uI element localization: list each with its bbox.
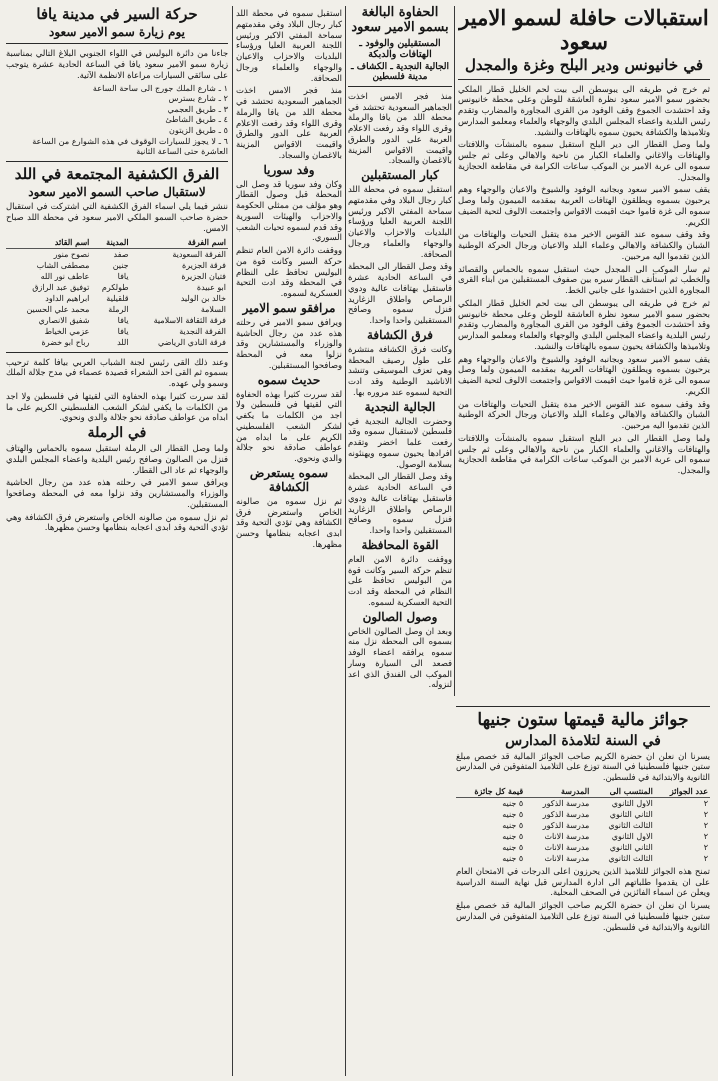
table-header-cell: المدرسة bbox=[525, 785, 591, 798]
article-paragraph: وكانت فرق الكشافة منتشرة على طول رصيف المحطة وهي تعزف الموسيقى وتنشد الاناشيد الوطنية وقد ادت التحية لسموه عند مروره بها. bbox=[348, 343, 452, 397]
article-paragraph: وقد وصل القطار الى المحطة في الساعة الحادية عشرة فاستقبل بهتافات عالية ودوي الرصاص واطلاق الزغاريد فنزل سموه وصافح المستقبلين واحدا واحدا. bbox=[348, 261, 452, 326]
table-cell: الثالث الثانوي bbox=[608, 820, 653, 830]
table-cell: الثالث الثانوي bbox=[608, 853, 653, 863]
table-row bbox=[6, 248, 228, 260]
table-row bbox=[456, 842, 710, 853]
street-list bbox=[6, 83, 228, 158]
article-paragraph: ووقفت دائرة الامن العام تنظم حركة السير وكانت قوة من البوليس تحافظ على النظام في المحطة وقد ادت التحية العسكرية لسموه. bbox=[348, 553, 452, 607]
article-paragraph: ننشر فيما يلي اسماء الفرق الكشفية التي اشتركت في استقبال حضرة صاحب السمو الملكي الامير سعود في محطة اللد صباح الامس. bbox=[6, 201, 228, 233]
table-cell: ٢ bbox=[703, 820, 708, 830]
article-paragraph: منذ فجر الامس اخذت الجماهير السعودية تحتشد في محطة اللد من يافا والرملة وقرى اللواء وقد رفعت الاعلام العربية على الدور والطرق واقيمت الاقواس المزينة بالاغصان والسجاد. bbox=[348, 90, 452, 166]
table-row bbox=[456, 853, 710, 864]
article-paragraph: ثم نزل سموه من صالونه الخاص واستعرض فرق الكشافة وهي تؤدي التحية وقد ابدى اعجابه بنظامها وحسن مظهرها. bbox=[6, 511, 228, 533]
article-paragraph: ويرافق سمو الامير في رحلته هذه عدد من رجال الحاشية والوزراء والمستشارين وقد نزلوا معه في المحطة وصافحوا المستقبلين. bbox=[6, 477, 228, 509]
subhead-najdi-community: الجالية النجدية ـ الكشاف ـ مدينة فلسطين bbox=[350, 61, 450, 82]
scout-troops-table bbox=[6, 236, 228, 348]
table-header-cell: المدينة bbox=[91, 236, 130, 249]
table-cell: ٥ جنيه bbox=[502, 842, 524, 852]
subhead-traffic-jaffa: يوم زيارة سمو الامير سعود bbox=[49, 25, 185, 40]
table-row bbox=[456, 809, 710, 820]
article-paragraph: ثم خرج في طريقه الى يبوسطن الى بيت لحم الخليل قطار الملكي بحضور سمو الامير سعود نظرة العاشقة للوطن وعلى محطة خانيونس وقد احتشدت الجموع وقف الوفود من القرى المجاورة والمضارب وتقدم رئيس البلدية واعضاء المجلس البلدي والوجهاء والعلماء ومعلمو المدارس وتلاميذها والكشافة يحيون سموه بالهتافات والنشيد. bbox=[458, 297, 710, 351]
divider bbox=[6, 43, 228, 44]
section-heading: في الرملة bbox=[87, 425, 147, 442]
article-paragraph: تمنح هذه الجوائز للتلاميذ الذين يحرزون اعلى الدرجات في الامتحان العام على ان يقدموا طلباتهم الى ادارة المدارس قبل نهاية السنة الدراسية ويعلن عن اسماء الفائزين في الصحف المحلية. bbox=[456, 865, 710, 898]
article-paragraph: وقد وقف سموه عند القوس الاخير مدة يتقبل التحيات والهتافات من الشبان والكشافة والاهالي وعلماء البلد والاعيان ورجال الحركة الوطنية الذين تقدموا اليه مرحبين. bbox=[458, 229, 710, 261]
article-paragraph: وعند ذلك القى رئيس لجنة الشباب العربي بيافا كلمة ترحيب بسموه ثم القى احد الشعراء قصيدة عصماء في مدح جلالة الملك وسمو ولي عهده. bbox=[6, 356, 228, 389]
table-cell: فرقة الجزيرة bbox=[182, 260, 226, 270]
article-paragraph: لقد سررت كثيرا بهذه الحفاوة التي لقيتها في فلسطين ولا اجد من الكلمات ما يكفي لشكر الشعب الفلسطيني الكريم على ما ابداه من عواطف صادقة نحو جلالة والدي ونحوي. bbox=[236, 388, 342, 463]
table-cell: ٢ bbox=[703, 842, 708, 852]
article-paragraph: ثم خرج في طريقه الى يبوسطن الى بيت لحم الخليل قطار الملكي بحضور سمو الامير سعود نظرة العاشقة للوطن وعلى محطة خانيونس وقد احتشدت الجموع وقف الوفود من القرى المجاورة والمضارب وتقدم رئيس البلدية واعضاء المجلس البلدي والوجهاء والعلماء ومعلمو المدارس وتلاميذها والكشافة يحيون سموه بالهتافات والنشيد. bbox=[458, 83, 710, 137]
table-cell: مدرسة الذكور bbox=[542, 820, 590, 830]
article-paragraph: ثم نزل سموه من صالونه الخاص واستعرض فرق الكشافة وهي تؤدي التحية وقد ابدى اعجابه بنظامها وحسن مظهرها. bbox=[236, 495, 342, 549]
divider bbox=[6, 352, 228, 353]
headline-traffic-jaffa: حركة السير في مدينة يافا bbox=[36, 5, 198, 23]
article-paragraph: يقف سمو الامير سعود وبجانبه الوفود والشيوخ والاعيان والوجهاء وهم يرحبون بسموه ويطلقون الهتافات العربية بمقدمه الميمون ولما وصل سموه الى غزة قاموا حيث اقيمت الاقواس واجتمعت الالوف لتحية الضيف الكريم. bbox=[458, 184, 710, 227]
article-paragraph: وحضرت الجالية النجدية في فلسطين لاستقبال سموه وقد رفعت علما اخضر وتقدم افرادها يحيون سموه ويهنئونه بسلامة الوصول. bbox=[348, 415, 452, 469]
subhead-welcome-receptions: في خانيونس ودير البلح وغزة والمجدل bbox=[465, 56, 703, 75]
article-paragraph: يقف سمو الامير سعود وبجانبه الوفود والشيوخ والاعيان والوجهاء وهم يرحبون بسموه ويطلقون الهتافات العربية بمقدمه الميمون ولما وصل سموه الى غزة قاموا حيث اقيمت الاقواس واجتمعت الالوف لتحية الضيف الكريم. bbox=[458, 353, 710, 396]
table-cell: ٥ جنيه bbox=[502, 820, 524, 830]
table-cell: ٢ bbox=[703, 809, 708, 819]
subhead-prizes: في السنة لتلامذة المدارس bbox=[505, 732, 661, 749]
table-cell: ابو عبيدة bbox=[196, 282, 226, 292]
table-cell: فرقة الثقافة الاسلامية bbox=[153, 315, 226, 325]
table-cell: ٢ bbox=[703, 831, 708, 841]
list-item: ٤ ـ طريق الشاطئ bbox=[165, 114, 228, 125]
table-cell: الفرقة النجدية bbox=[179, 326, 226, 336]
section-heading: فرق الكشافة bbox=[367, 327, 433, 342]
list-item: ٢ ـ شارع بسترس bbox=[168, 93, 228, 104]
table-cell: يافا bbox=[117, 271, 129, 281]
column-rule bbox=[232, 6, 233, 1076]
table-cell: الثاني الثانوي bbox=[609, 809, 653, 819]
table-cell: الاول الثانوي bbox=[611, 831, 653, 841]
prizes-article bbox=[456, 702, 710, 934]
table-cell: اللد bbox=[117, 337, 129, 347]
section-heading: وصول الصالون bbox=[362, 609, 438, 624]
column-left bbox=[6, 6, 228, 535]
table-cell: الرملة bbox=[108, 304, 129, 314]
divider bbox=[348, 86, 452, 87]
headline-welcome-receptions: استقبالات حافلة لسمو الامير سعود bbox=[459, 5, 709, 55]
table-cell: عاطف نور الله bbox=[40, 271, 90, 281]
table-cell: جنين bbox=[112, 260, 129, 270]
subhead-welcomers: المستقبلين والوفود ـ الهتافات والدبكة bbox=[359, 37, 441, 60]
table-row bbox=[6, 271, 228, 282]
article-paragraph: استقبل سموه في محطة اللد كبار رجال البلاد وفي مقدمتهم سماحة المفتي الاكبر ورئيس اللجنة العربية العليا ورؤساء البلديات والاحزاب والاعيان والوجهاء والعلماء ورجال الصحافة. bbox=[236, 8, 342, 83]
table-row bbox=[6, 293, 228, 304]
divider bbox=[456, 706, 710, 707]
article-paragraph: جاءنا من دائرة البوليس في اللواء الجنوبي البلاغ التالي بمناسبة زيارة سمو الامير سعود يافا في الساعة الحادية عشرة يتوجب على سائقي السيارات مراعاة الانظمة الآتية. bbox=[6, 48, 228, 80]
section-heading: سموه يستعرض الكشافة bbox=[249, 465, 329, 494]
table-cell: رباح ابو خضرة bbox=[41, 337, 90, 347]
table-header-row bbox=[456, 785, 710, 798]
article-paragraph: يسرنا ان نعلن ان حضرة الكريم صاحب الجوائز المالية قد خصص مبلغ ستين جنيها فلسطينيا في السنة توزع على التلاميذ المتفوقين في المدارس الثانوية والابتدائية في فلسطين. bbox=[456, 900, 710, 932]
article-paragraph: ثم سار الموكب الى المجدل حيث استقبل سموه بالحماس والقصائد والخطب ثم استأنف القطار سيره بين صفوف المستقبلين من ابناء القرى المجاورة الذين احتشدوا على جانبي الخط. bbox=[458, 263, 710, 296]
table-cell: طولكرم bbox=[101, 282, 129, 292]
table-row bbox=[6, 326, 228, 337]
table-header-row bbox=[6, 236, 228, 249]
section-heading: القوة المحافظة bbox=[361, 537, 439, 552]
column-right bbox=[458, 6, 710, 478]
list-item: ٥ ـ طريق الزيتون bbox=[168, 125, 228, 136]
table-cell: يافا bbox=[117, 315, 129, 325]
list-item: ٦ ـ لا يجوز للسيارات الوقوف في هذه الشوارع من الساعة العاشرة حتى الساعة الثانية bbox=[32, 135, 228, 157]
table-header-cell: اسم الفرقة bbox=[131, 236, 228, 249]
column-rule bbox=[454, 6, 455, 696]
table-cell: محمد علي الحسين bbox=[26, 304, 90, 314]
table-cell: توفيق عبد الرازق bbox=[32, 282, 90, 292]
table-cell: ٢ bbox=[703, 853, 708, 863]
article-paragraph: ولما وصل القطار الى الرملة استقبل سموه بالحماس والهتاف فنزل من الصالون وصافح رئيس البلدية واعضاء المجلس البلدي والوجهاء ثم عاد الى القطار. bbox=[6, 443, 228, 475]
article-paragraph: وكان وفد سوريا قد وصل الى المحطة قبل وصول القطار وهو مؤلف من ممثلي الحكومة والاحزاب والهيئات السورية وقد قدم لسموه تحيات الشعب السوري. bbox=[236, 178, 342, 243]
table-row bbox=[6, 304, 228, 315]
table-row bbox=[6, 260, 228, 271]
table-row bbox=[456, 820, 710, 831]
list-item: ٣ ـ طريق العجمي bbox=[167, 103, 228, 114]
table-header-cell: عدد الجوائز bbox=[655, 785, 710, 798]
table-cell: ٢ bbox=[703, 798, 708, 808]
article-paragraph: استقبل سموه في محطة اللد كبار رجال البلاد وفي مقدمتهم سماحة المفتي الاكبر ورئيس اللجنة العربية العليا ورؤساء البلديات والاحزاب والاعيان والوجهاء والعلماء ورجال الصحافة. bbox=[348, 184, 452, 259]
table-cell: ابراهيم الداود bbox=[45, 293, 90, 303]
prizes-table bbox=[456, 785, 710, 864]
table-row bbox=[456, 831, 710, 842]
table-cell: عزمي الخياط bbox=[44, 326, 90, 336]
table-cell: مدرسة الاناث bbox=[544, 853, 590, 863]
table-header-cell: المنتسب الى bbox=[591, 785, 654, 798]
table-cell: خالد بن الوليد bbox=[180, 293, 226, 303]
table-cell: ٥ جنيه bbox=[502, 798, 524, 808]
table-cell: شفيق الانصاري bbox=[38, 315, 90, 325]
article-paragraph: وقد وصل القطار الى المحطة في الساعة الحادية عشرة فاستقبل بهتافات عالية ودوي الرصاص واطلاق الزغاريد فنزل سموه وصافح المستقبلين واحدا واحدا. bbox=[348, 471, 452, 536]
table-cell: مدرسة الاناث bbox=[544, 842, 590, 852]
table-cell: نصوح منور bbox=[53, 249, 90, 259]
column-rule bbox=[345, 6, 346, 1076]
article-paragraph: يسرنا ان نعلن ان حضرة الكريم صاحب الجوائز المالية قد خصص مبلغ ستين جنيها فلسطينيا في السنة توزع على التلاميذ المتفوقين في المدارس الثانوية والابتدائية في فلسطين. bbox=[456, 750, 710, 783]
table-cell: يافا bbox=[117, 326, 129, 336]
table-row bbox=[6, 282, 228, 293]
column-center-left bbox=[236, 6, 342, 552]
table-row bbox=[6, 315, 228, 326]
table-cell: قلقيلية bbox=[106, 293, 129, 303]
table-header-cell: قيمة كل جائزة bbox=[456, 785, 525, 798]
table-cell: مصطفى الشاب bbox=[36, 260, 90, 270]
table-cell: ٥ جنيه bbox=[502, 853, 524, 863]
column-center-right bbox=[348, 6, 452, 692]
table-cell: فتيان الجزيرة bbox=[181, 271, 226, 281]
section-heading: كبار المستقبلين bbox=[361, 168, 439, 183]
table-cell: ٥ جنيه bbox=[502, 809, 524, 819]
article-paragraph: لقد سررت كثيرا بهذه الحفاوة التي لقيتها في فلسطين ولا اجد من الكلمات ما يكفي لشكر الشعب الفلسطيني الكريم على ما ابداه من عواطف صادقة نحو جلالة والدي ونحوي. bbox=[6, 390, 228, 423]
headline-scout-troops: الفرق الكشفية المجتمعة في اللد bbox=[14, 165, 220, 184]
table-cell: السلامة bbox=[200, 304, 226, 314]
table-cell: الفرقة السعودية bbox=[172, 249, 226, 259]
divider bbox=[6, 161, 228, 162]
section-heading: مرافقو سمو الامير bbox=[242, 300, 336, 315]
table-cell: الاول الثانوي bbox=[611, 798, 653, 808]
table-header-cell: اسم القائد bbox=[6, 236, 91, 249]
table-cell: الثاني الثانوي bbox=[609, 842, 653, 852]
table-cell: مدرسة الذكور bbox=[542, 809, 590, 819]
article-paragraph: ووقفت دائرة الامن العام تنظم حركة السير وكانت قوة من البوليس تحافظ على النظام في المحطة وقد ادت التحية العسكرية لسموه. bbox=[236, 245, 342, 298]
headline-warm-welcome: الحفاوة البالغة بسمو الامير سعود bbox=[351, 5, 449, 35]
table-row bbox=[6, 337, 228, 348]
table-cell: صفد bbox=[113, 249, 129, 259]
subhead-scout-troops: لاستقبال صاحب السمو الامير سعود bbox=[28, 185, 206, 200]
table-cell: مدرسة الاناث bbox=[544, 831, 590, 841]
table-cell: مدرسة الذكور bbox=[542, 798, 590, 808]
article-paragraph: وقد وقف سموه عند القوس الاخير مدة يتقبل التحيات والهتافات من الشبان والكشافة والاهالي وعلماء البلد والاعيان ورجال الحركة الوطنية الذين تقدموا اليه مرحبين. bbox=[458, 398, 710, 431]
article-paragraph: ولما وصل القطار الى دير البلح استقبل سموه بالمنشآت واللافتات والهتافات والاغاني والعلماء الكبار من ناحية والاهالي وعلى ثم جلس سموه الى عربة الامير بن الموكب ساعات الكرامة في مقاطعة الحجازية والمجدل. bbox=[458, 139, 710, 182]
article-paragraph: ويرافق سمو الامير في رحلته هذه عدد من رجال الحاشية والوزراء والمستشارين وقد نزلوا معه في المحطة وصافحوا المستقبلين. bbox=[236, 316, 342, 370]
table-cell: فرقة النادي الرياضي bbox=[158, 337, 226, 347]
section-heading: وفد سوريا bbox=[263, 162, 315, 177]
article-paragraph: وبعد ان وصل الصالون الخاص بسموه الى المحطة نزل منه سموه يرافقه اعضاء الوفد فصعد الى السيارة وسار الموكب الى الفندق الذي اعد لنزوله. bbox=[348, 625, 452, 690]
table-cell: ٥ جنيه bbox=[502, 831, 524, 841]
article-paragraph: ولما وصل القطار الى دير البلح استقبل سموه بالمنشآت واللافتات والهتافات والاغاني والعلماء الكبار من ناحية والاهالي وعلى ثم جلس سموه الى عربة الامير بن الموكب ساعات الكرامة في مقاطعة الحجازية والمجدل. bbox=[458, 432, 710, 476]
section-heading: حديث سموه bbox=[257, 372, 321, 387]
section-heading: الجالية النجدية bbox=[364, 399, 436, 414]
list-item: ١ ـ شارع الملك جورج الى ساحة الساعة bbox=[92, 82, 228, 93]
headline-prizes: جوائز مالية قيمتها ستون جنيها bbox=[477, 710, 689, 730]
table-row bbox=[456, 797, 710, 809]
divider bbox=[458, 79, 710, 80]
article-paragraph: منذ فجر الامس اخذت الجماهير السعودية تحتشد في محطة اللد من يافا والرملة وقرى اللواء وقد رفعت الاعلام العربية على الدور والطرق واقيمت الاقواس المزينة بالاغصان والسجاد. bbox=[236, 85, 342, 160]
